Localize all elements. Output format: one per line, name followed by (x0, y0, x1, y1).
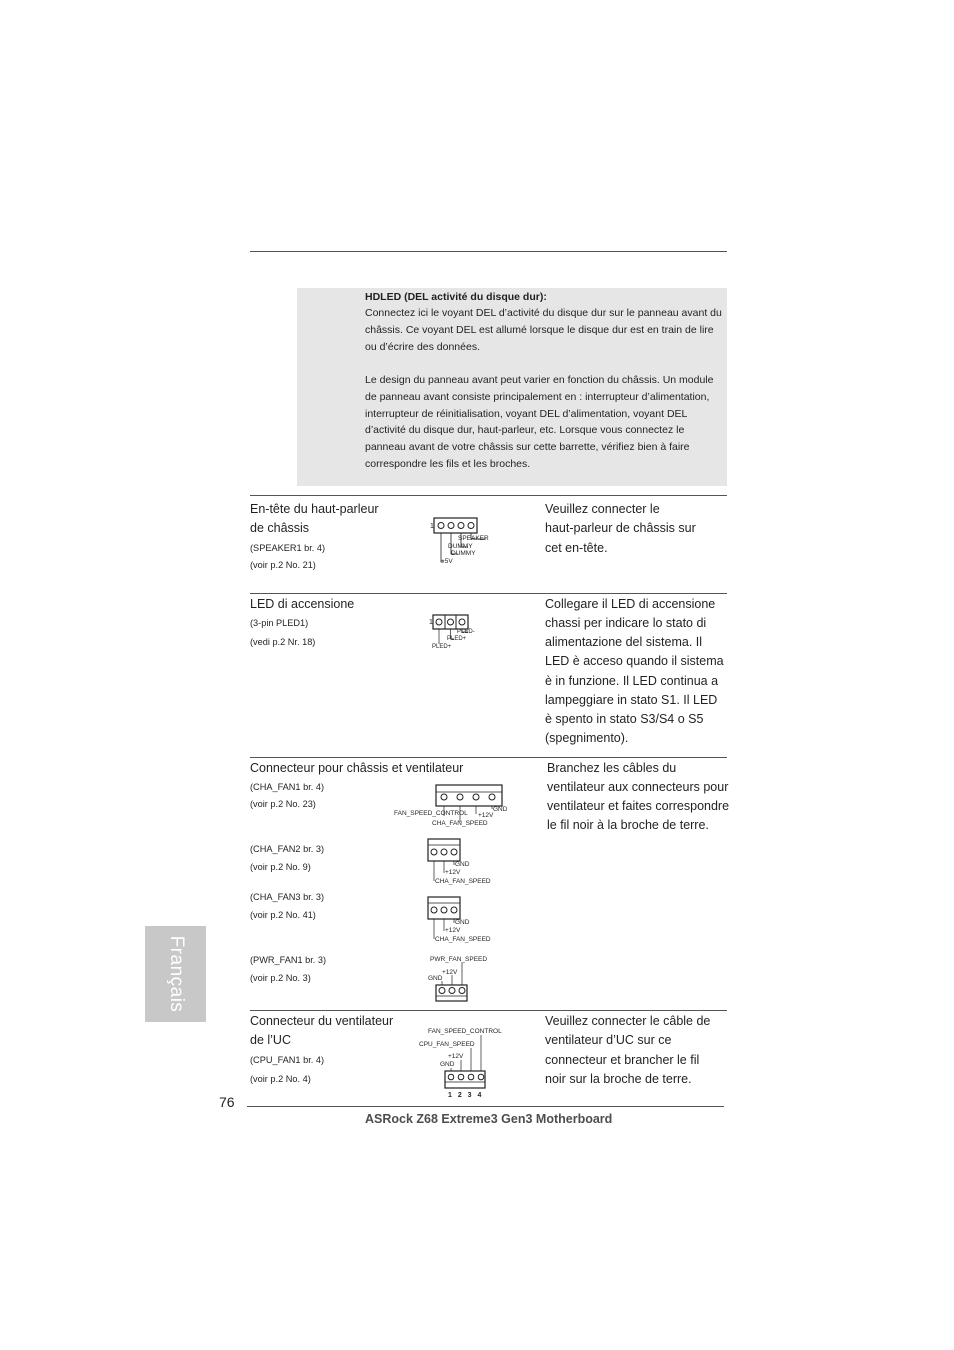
pwr-fan1-connector-diagram (424, 950, 504, 1004)
section-divider (250, 757, 727, 758)
pled-pin-minus: PLED- (457, 629, 475, 635)
pled-title: LED di accensione (250, 597, 355, 611)
cha-fan3-ref1: (CHA_FAN3 br. 3) (250, 892, 325, 902)
cha-fan2-connector-diagram (425, 836, 500, 888)
footer-product-name: ASRock Z68 Extreme3 Gen3 Motherboard (365, 1112, 613, 1126)
cpu-fan-fsc-label: FAN_SPEED_CONTROL (428, 1028, 502, 1035)
chassis-fan-desc-4: le fil noir à la broche de terre. (547, 818, 709, 832)
cpu-fan-gnd-label: GND (440, 1061, 455, 1068)
cpu-fan-connector-diagram (416, 1023, 516, 1101)
chassis-fan-desc-2: ventilateur aux connecteurs pour (547, 780, 729, 794)
pled-desc-8: (spegnimento). (545, 731, 629, 745)
speaker-pin-5v: +5V (441, 558, 453, 565)
cha-fan2-gnd-label: GND (455, 861, 470, 868)
pled-pin1-label: 1 (429, 619, 433, 626)
chassis-fan-title: Connecteur pour châssis et ventilateur (250, 761, 464, 775)
cpu-fan-ref2: (voir p.2 No. 4) (250, 1074, 311, 1084)
cpu-fan-desc-4: noir sur la broche de terre. (545, 1072, 692, 1086)
cha-fan3-connector-diagram (425, 894, 500, 946)
cpu-fan-desc-1: Veuillez connecter le câble de (545, 1014, 711, 1028)
chassis-fan-desc-1: Branchez les câbles du (547, 761, 677, 775)
note-paragraph-2: Le design du panneau avant peut varier en fonction du châssis. Un module de panneau avant consiste principalement en : interrupteur d’alimentation, interrupteur de réinitialisation, voyant DEL d’alimentation, voyant DEL d’activité du disque dur, haut-parleur, etc. Lorsque vous connectez le panneau avant de votre châssis sur cette barrette, vérifiez bien à faire correspondre les fils et les broches. (365, 374, 714, 470)
pwr-fan1-speed-label: PWR_FAN_SPEED (430, 956, 488, 963)
pled-ref1: (3-pin PLED1) (250, 618, 309, 628)
section-divider (250, 495, 727, 496)
cpu-fan-pin-numbers: 1 2 3 4 (448, 1092, 484, 1099)
pled-desc-5: è in funzione. Il LED continua a (545, 674, 719, 688)
pwr-fan1-ref2: (voir p.2 No. 3) (250, 973, 311, 983)
pled-desc-4: LED è acceso quando il sistema (545, 654, 724, 668)
speaker-pin-speaker: SPEAKER (458, 535, 489, 542)
cha-fan1-speed-label: CHA_FAN_SPEED (432, 820, 488, 827)
speaker-desc-3: cet en-tête. (545, 541, 608, 555)
speaker-desc-1: Veuillez connecter le (545, 502, 660, 516)
cpu-fan-12v-label: +12V (448, 1053, 464, 1060)
cpu-fan-title-line2: de l’UC (250, 1033, 291, 1047)
speaker-title-line2: de châssis (250, 521, 310, 535)
cha-fan3-speed-label: CHA_FAN_SPEED (435, 936, 491, 943)
cha-fan1-gnd-label: GND (493, 806, 508, 813)
cpu-fan-ref1: (CPU_FAN1 br. 4) (250, 1055, 325, 1065)
pled-desc-6: lampeggiare in stato S1. Il LED (545, 693, 718, 707)
note-paragraph-1: Connectez ici le voyant DEL d’activité du disque dur sur le panneau avant du châssis. Ce voyant DEL est allumé lorsque le disque dur est en train de lire ou d’écrire des données. (365, 307, 722, 353)
speaker-desc-2: haut-parleur de châssis sur (545, 521, 696, 535)
language-side-tab (145, 926, 206, 1022)
language-label: Français (165, 935, 187, 1013)
speaker-pin1-label: 1 (430, 523, 434, 530)
cha-fan3-12v-label: +12V (445, 927, 461, 934)
pled-desc-1: Collegare il LED di accensione (545, 597, 716, 611)
cha-fan2-12v-label: +12V (445, 869, 461, 876)
top-rule (250, 251, 727, 252)
cpu-fan-desc-3: connecteur et brancher le fil (545, 1053, 700, 1067)
cha-fan2-ref1: (CHA_FAN2 br. 3) (250, 844, 325, 854)
cpu-fan-title-line1: Connecteur du ventilateur (250, 1014, 394, 1028)
cha-fan3-ref2: (voir p.2 No. 41) (250, 910, 316, 920)
chassis-fan-desc-3: ventilateur et faites correspondre (547, 799, 730, 813)
pled-pin-plus2: PLED+ (432, 644, 452, 650)
pwr-fan1-gnd-label: GND (428, 975, 443, 982)
pled-desc-7: è spento in stato S3/S4 o S5 (545, 712, 704, 726)
pwr-fan1-12v-label: +12V (442, 969, 458, 976)
pled-desc-3: alimentazione del sistema. Il (545, 635, 703, 649)
speaker-pin-dummy2: DUMMY (451, 550, 476, 557)
speaker-ref1: (SPEAKER1 br. 4) (250, 543, 326, 553)
cha-fan2-speed-label: CHA_FAN_SPEED (435, 878, 491, 885)
cha-fan2-ref2: (voir p.2 No. 9) (250, 862, 311, 872)
section-divider (250, 1010, 727, 1011)
pled-desc-2: chassi per indicare lo stato di (545, 616, 707, 630)
note-title: HDLED (DEL activité du disque dur): (365, 291, 547, 303)
footer-rule (247, 1106, 724, 1107)
pwr-fan1-ref1: (PWR_FAN1 br. 3) (250, 955, 327, 965)
speaker-title-line1: En-tête du haut-parleur (250, 502, 379, 516)
section-divider (250, 593, 727, 594)
page-number: 76 (219, 1094, 235, 1110)
pled-pin-plus1: PLED+ (447, 636, 467, 642)
cha-fan1-ref2: (voir p.2 No. 23) (250, 799, 316, 809)
cha-fan1-connector-diagram (392, 782, 517, 830)
cpu-fan-speed-label: CPU_FAN_SPEED (419, 1041, 475, 1048)
speaker-connector-diagram (428, 515, 508, 567)
pled-ref2: (vedi p.2 Nr. 18) (250, 637, 316, 647)
speaker-ref2: (voir p.2 No. 21) (250, 560, 316, 570)
cpu-fan-desc-2: ventilateur d’UC sur ce (545, 1033, 672, 1047)
pled-connector-diagram (428, 612, 488, 652)
cha-fan1-12v-label: +12V (478, 812, 494, 819)
cha-fan3-gnd-label: GND (455, 919, 470, 926)
cha-fan1-ref1: (CHA_FAN1 br. 4) (250, 782, 325, 792)
speaker-pin-dummy1: DUMMY (448, 543, 473, 550)
cha-fan1-fsc-label: FAN_SPEED_CONTROL (394, 810, 468, 817)
